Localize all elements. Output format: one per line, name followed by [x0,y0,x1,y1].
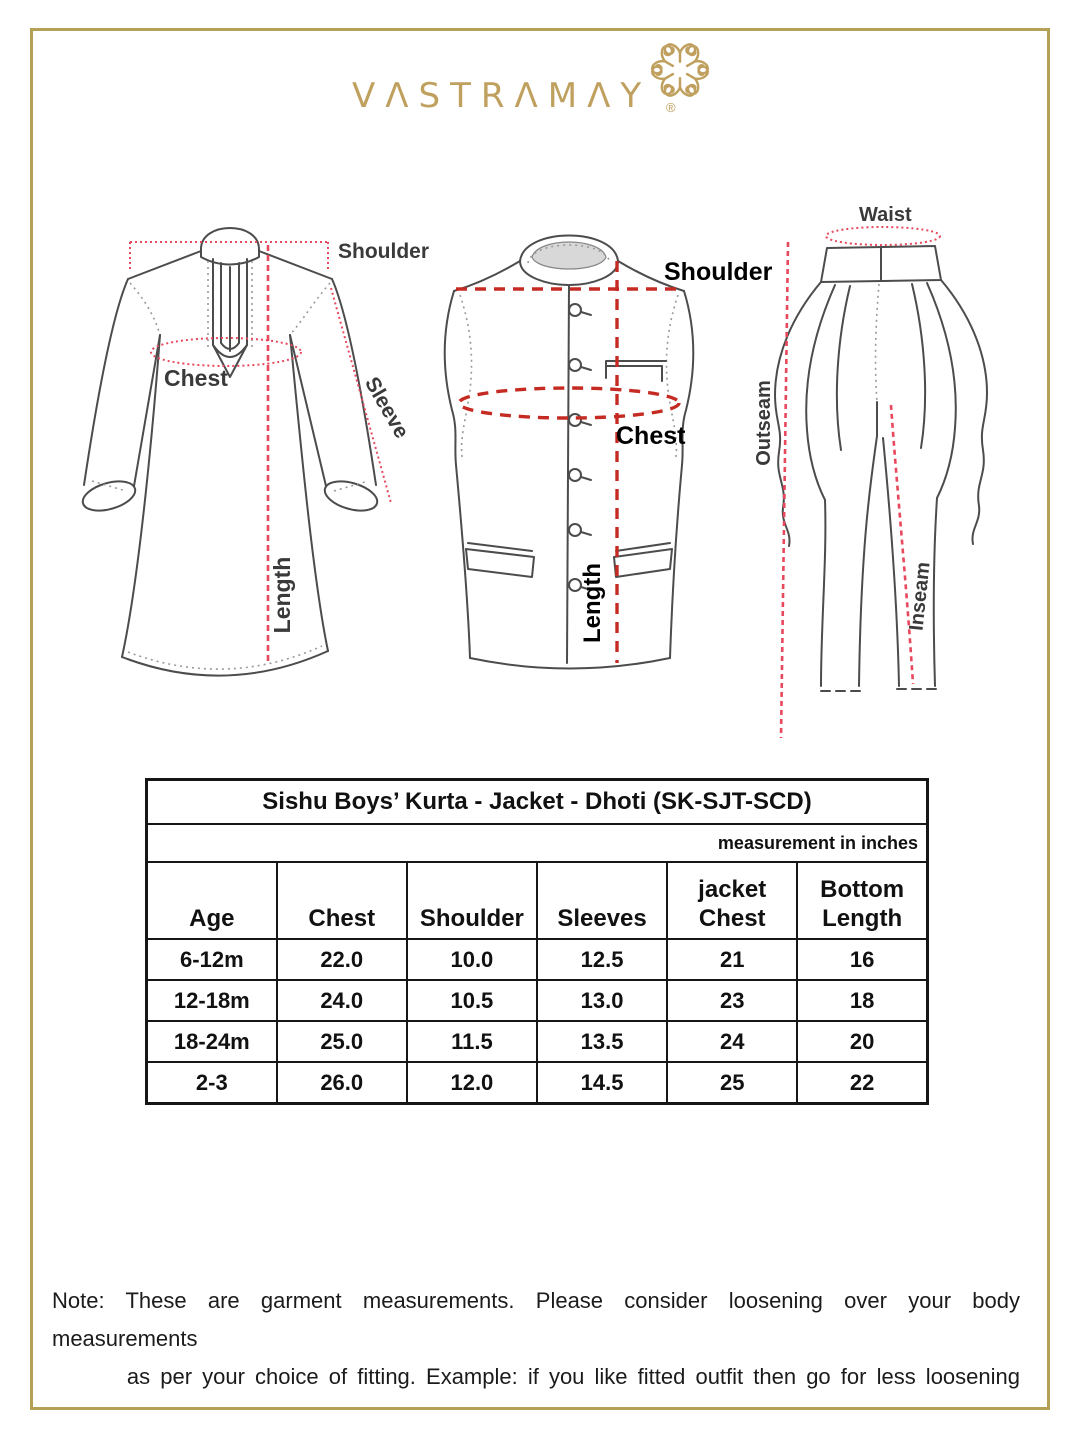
table-cell: 16 [797,939,927,980]
table-cell: 24.0 [277,980,407,1021]
jacket-chest-label: Chest [616,422,686,450]
table-cell: 18-24m [147,1021,277,1062]
table-cell: 11.5 [407,1021,537,1062]
table-header-row [147,862,928,939]
unit-note: measurement in inches [147,824,928,862]
note-line-2: as per your choice of fitting. Example: if you like fitted outfit then go for less loosening [126,1364,1020,1389]
table-unit-row [147,824,928,862]
dhoti-outseam-label: Outseam [753,380,775,466]
table-cell: 12.0 [407,1062,537,1104]
brand-wordmark: VΛSTRΛMΛY [352,76,652,116]
col-header-chest: Chest [277,862,407,939]
table-cell: 22 [797,1062,927,1104]
kurta-shoulder-label: Shoulder [338,240,430,263]
col-header-jacket-chest: jacket Chest [667,862,797,939]
table-cell: 14.5 [537,1062,667,1104]
table-row [147,939,928,980]
col-header-shoulder: Shoulder [407,862,537,939]
table-cell: 10.5 [407,980,537,1021]
table-cell: 13.0 [537,980,667,1021]
table-cell: 23 [667,980,797,1021]
dhoti-diagram [755,190,1020,755]
size-chart-table [145,778,929,1105]
dhoti-waist-label: Waist [859,204,912,226]
table-cell: 13.5 [537,1021,667,1062]
brand-emblem-icon [644,34,716,106]
jacket-shoulder-label: Shoulder [664,258,773,286]
kurta-chest-label: Chest [164,365,228,391]
table-title-row [147,780,928,825]
table-row [147,1062,928,1104]
jacket-length-label: Length [579,563,606,643]
table-cell: 22.0 [277,939,407,980]
table-title: Sishu Boys’ Kurta - Jacket - Dhoti (SK-SJT-SCD) [147,780,928,825]
col-header-bottom-length: Bottom Length [797,862,927,939]
note-text [52,1282,1020,1396]
table-cell: 26.0 [277,1062,407,1104]
table-cell: 12.5 [537,939,667,980]
table-cell: 18 [797,980,927,1021]
registered-trademark: ® [666,100,676,115]
table-cell: 25.0 [277,1021,407,1062]
jacket-diagram [430,195,780,715]
note-line-1: Note: These are garment measurements. Please consider loosening over your body measurements [52,1288,1020,1351]
kurta-sleeve-label: Sleeve [360,373,414,443]
table-cell: 21 [667,939,797,980]
table-row [147,980,928,1021]
table-cell: 6-12m [147,939,277,980]
table-cell: 20 [797,1021,927,1062]
kurta-length-label: Length [269,556,295,634]
col-header-age: Age [147,862,277,939]
table-cell: 10.0 [407,939,537,980]
table-cell: 25 [667,1062,797,1104]
table-row [147,1021,928,1062]
table-cell: 2-3 [147,1062,277,1104]
table-cell: 12-18m [147,980,277,1021]
table-cell: 24 [667,1021,797,1062]
kurta-diagram [50,195,430,715]
col-header-sleeves: Sleeves [537,862,667,939]
dhoti-inseam-label: Inseam [905,560,935,632]
